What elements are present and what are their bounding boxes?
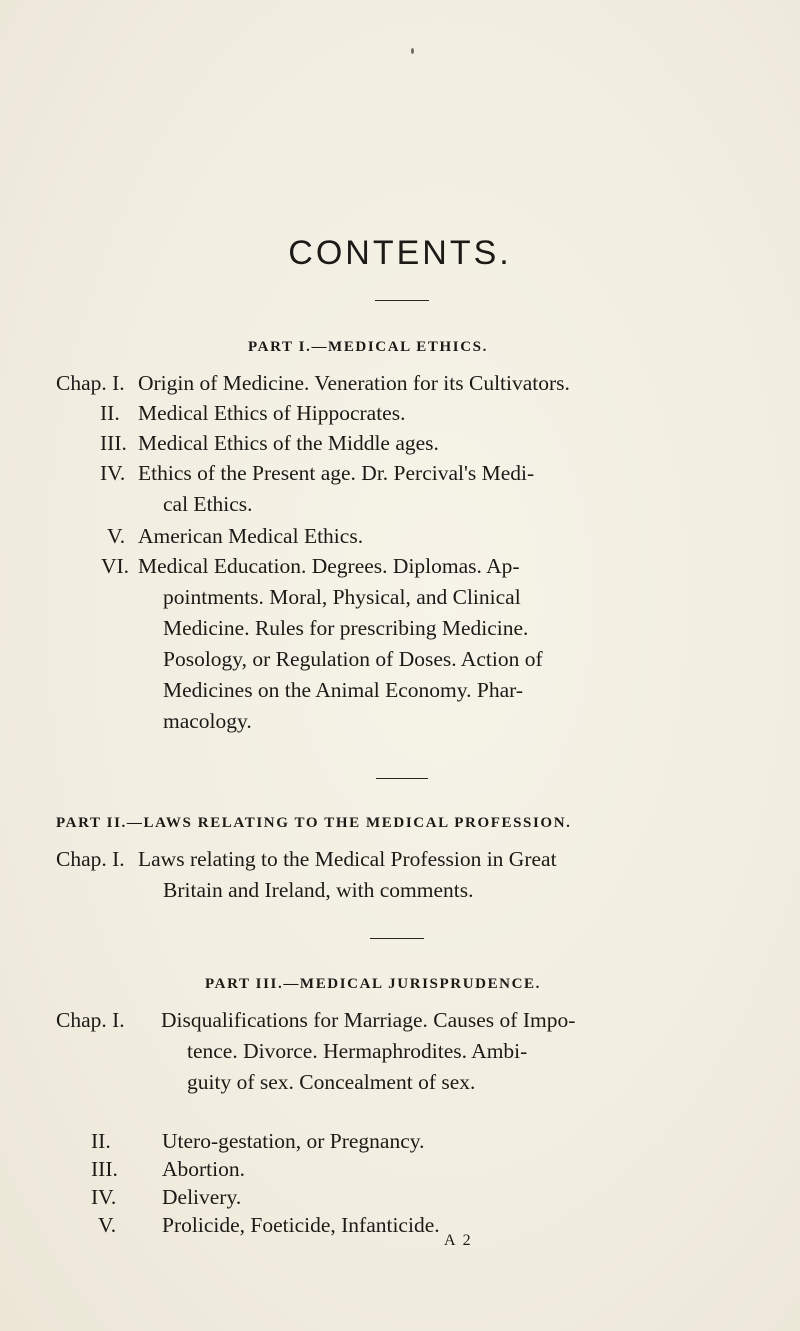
chapter-number: Chap. I. bbox=[56, 1008, 125, 1032]
part-3-heading: PART III.—MEDICAL JURISPRUDENCE. bbox=[205, 976, 541, 992]
part-3-chapter-1 bbox=[56, 1005, 770, 1129]
part-3-chapter-5 bbox=[56, 1210, 770, 1241]
chapter-title-line: pointments. Moral, Physical, and Clinical bbox=[163, 585, 521, 609]
chapter-number: IV. bbox=[100, 461, 126, 485]
chapter-number: VI. bbox=[101, 554, 130, 578]
chapter-title-line: Britain and Ireland, with comments. bbox=[163, 878, 474, 902]
chapter-title: Medical Ethics of the Middle ages. bbox=[138, 431, 439, 455]
chapter-number: II. bbox=[91, 1129, 111, 1153]
chapter-title-line: cal Ethics. bbox=[163, 492, 253, 516]
chapter-title bbox=[138, 844, 770, 906]
part-1-chapter-6 bbox=[56, 551, 770, 737]
chapter-title-line: Disqualifications for Marriage. Causes of Impo- bbox=[161, 1008, 576, 1032]
part-1-chapter-5 bbox=[56, 521, 770, 552]
part-2-rule bbox=[370, 938, 424, 939]
part-1-heading: PART I.—MEDICAL ETHICS. bbox=[248, 339, 488, 355]
part-1-rule bbox=[376, 778, 428, 779]
chapter-title bbox=[161, 1005, 770, 1098]
chapter-title-line: tence. Divorce. Hermaphrodites. Ambi- bbox=[187, 1039, 528, 1063]
chapter-number: Chap. I. bbox=[56, 847, 125, 871]
chapter-title: Medical Ethics of Hippocrates. bbox=[138, 401, 406, 425]
print-speck bbox=[411, 48, 414, 54]
chapter-number: III. bbox=[91, 1157, 118, 1181]
chapter-number: III. bbox=[100, 431, 127, 455]
part-1-chapter-4 bbox=[56, 458, 770, 520]
part-1-chapter-2 bbox=[56, 398, 770, 429]
chapter-number: Chap. I. bbox=[56, 371, 125, 395]
signature-mark: A 2 bbox=[444, 1232, 473, 1249]
chapter-title: Delivery. bbox=[162, 1185, 242, 1209]
chapter-title-line: Posology, or Regulation of Doses. Action of bbox=[163, 647, 543, 671]
chapter-title: Abortion. bbox=[162, 1157, 246, 1181]
chapter-title-line: Medical Education. Degrees. Diplomas. Ap- bbox=[138, 554, 520, 578]
chapter-title-line: guity of sex. Concealment of sex. bbox=[187, 1070, 476, 1094]
page-title: CONTENTS. bbox=[288, 234, 512, 272]
part-3-chapter-4 bbox=[56, 1182, 770, 1213]
chapter-title: Prolicide, Foeticide, Infanticide. bbox=[162, 1213, 440, 1237]
chapter-title bbox=[138, 458, 770, 520]
part-2-heading: PART II.—LAWS RELATING TO THE MEDICAL PROFESSION. bbox=[56, 815, 572, 831]
chapter-title: Origin of Medicine. Veneration for its Cultivators. bbox=[138, 371, 570, 395]
chapter-title-line: Medicines on the Animal Economy. Phar- bbox=[163, 678, 524, 702]
chapter-title: American Medical Ethics. bbox=[138, 524, 364, 548]
part-3-chapter-2 bbox=[56, 1126, 770, 1157]
part-2-chapter-1 bbox=[56, 844, 770, 906]
chapter-title-line: Ethics of the Present age. Dr. Percival's Medi- bbox=[138, 461, 535, 485]
chapter-number: IV. bbox=[91, 1185, 117, 1209]
chapter-title: Utero-gestation, or Pregnancy. bbox=[162, 1129, 425, 1153]
part-3-chapter-3 bbox=[56, 1154, 770, 1185]
chapter-title-line: macology. bbox=[163, 709, 252, 733]
part-1-chapter-3 bbox=[56, 428, 770, 459]
chapter-title-line: Medicine. Rules for prescribing Medicine. bbox=[163, 616, 529, 640]
chapter-number: V. bbox=[98, 1213, 117, 1237]
title-rule bbox=[375, 300, 429, 301]
chapter-number: V. bbox=[107, 524, 126, 548]
chapter-title-line: Laws relating to the Medical Profession in Great bbox=[138, 847, 557, 871]
chapter-number: II. bbox=[100, 401, 120, 425]
chapter-title bbox=[138, 551, 770, 737]
part-1-chapter-1 bbox=[56, 368, 770, 399]
